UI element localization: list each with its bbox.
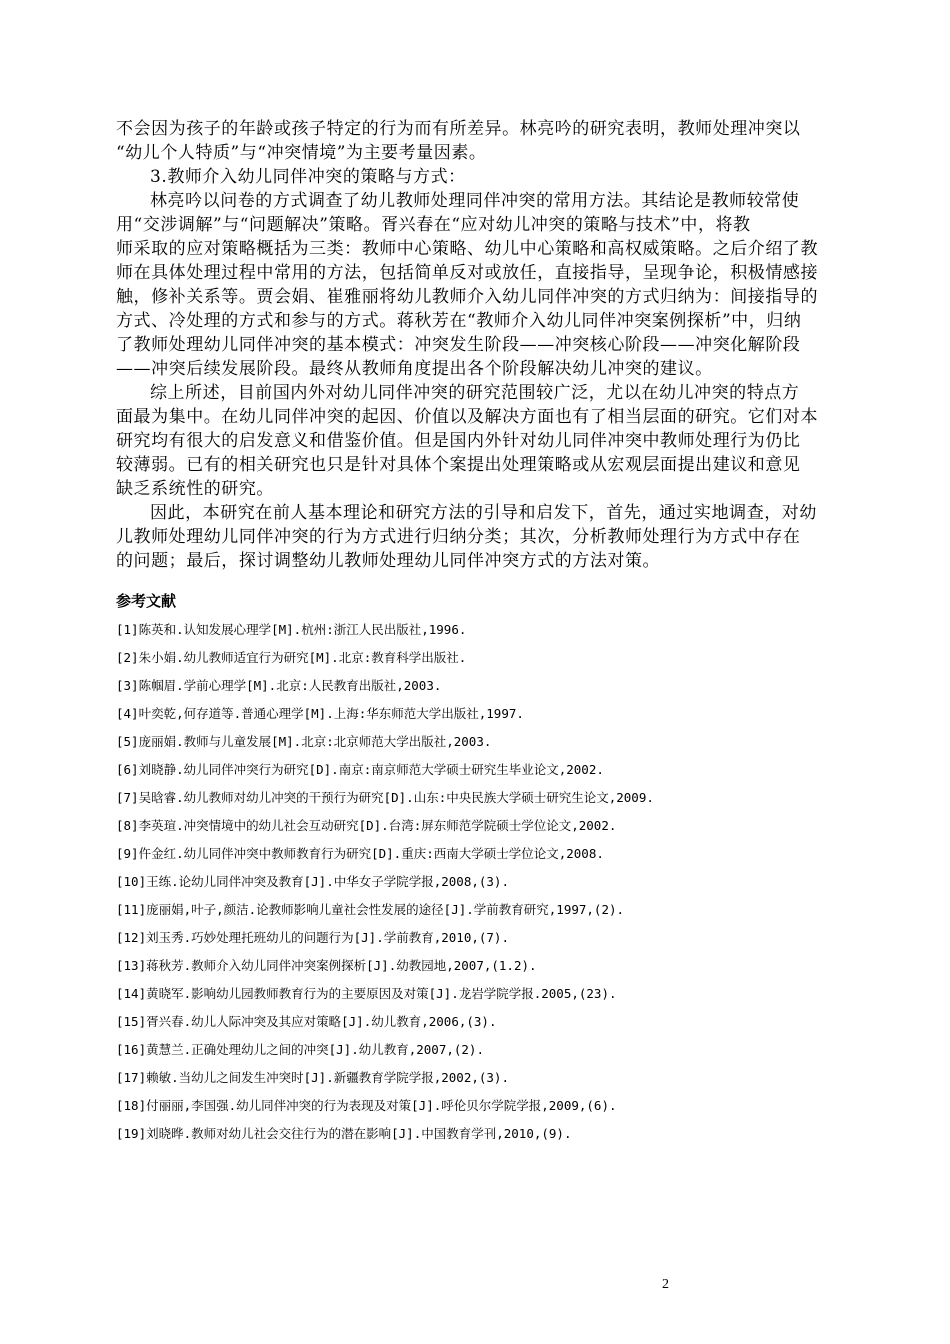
reference-item: [16]黄慧兰.正确处理幼儿之间的冲突[J].幼儿教育,2007,(2).: [116, 1042, 484, 1057]
reference-item: [13]蒋秋芳.教师介入幼儿同伴冲突案例探析[J].幼教园地,2007,(1.2).: [116, 958, 537, 973]
reference-item: [18]付丽丽,李国强.幼儿同伴冲突的行为表现及对策[J].呼伦贝尔学院学报,2009,(6).: [116, 1098, 617, 1113]
body-line: 缺乏系统性的研究。: [116, 479, 274, 499]
reference-item: [3]陈帼眉.学前心理学[M].北京:人民教育出版社,2003.: [116, 678, 442, 693]
reference-item: [10]王练.论幼儿同伴冲突及教育[J].中华女子学院学报,2008,(3).: [116, 874, 509, 889]
section-heading: 3.教师介入幼儿同伴冲突的策略与方式：: [150, 167, 466, 187]
reference-item: [17]赖敏.当幼儿之间发生冲突时[J].新疆教育学院学报,2002,(3).: [116, 1070, 509, 1085]
body-line: 综上所述，目前国内外对幼儿同伴冲突的研究范围较广泛，尤以在幼儿冲突的特点方: [150, 383, 800, 403]
reference-item: [19]刘晓晔.教师对幼儿社会交往行为的潜在影响[J].中国教育学刊,2010,(9).: [116, 1126, 572, 1141]
reference-item: [6]刘晓静.幼儿同伴冲突行为研究[D].南京:南京师范大学硕士研究生毕业论文,2002.: [116, 762, 604, 777]
body-line: 的问题；最后，探讨调整幼儿教师处理幼儿同伴冲突方式的方法对策。: [116, 551, 661, 571]
body-line: 用“交涉调解”与“问题解决”策略。胥兴春在“应对幼儿冲突的策略与技术”中，将教: [116, 215, 751, 235]
reference-item: [9]仵金红.幼儿同伴冲突中教师教育行为研究[D].重庆:西南大学硕士学位论文,2008.: [116, 846, 604, 861]
body-line: 师在具体处理过程中常用的方法，包括简单反对或放任，直接指导，呈现争论，积极情感接: [116, 263, 818, 283]
references-heading: 参考文献: [116, 592, 177, 610]
body-line: 林亮吟以问卷的方式调查了幼儿教师处理同伴冲突的常用方法。其结论是教师较常使: [150, 191, 800, 211]
page-number: 2: [662, 1277, 669, 1292]
body-line: 了教师处理幼儿同伴冲突的基本模式：冲突发生阶段——冲突核心阶段——冲突化解阶段: [116, 335, 801, 355]
body-line: 因此，本研究在前人基本理论和研究方法的引导和启发下，首先，通过实地调查，对幼: [150, 503, 817, 523]
reference-item: [2]朱小娟.幼儿教师适宜行为研究[M].北京:教育科学出版社.: [116, 650, 467, 665]
reference-item: [11]庞丽娟,叶子,颜洁.论教师影响儿童社会性发展的途径[J].学前教育研究,1997,(2).: [116, 902, 625, 917]
body-line: 师采取的应对策略概括为三类：教师中心策略、幼儿中心策略和高权威策略。之后介绍了教: [116, 239, 818, 259]
body-line: 儿教师处理幼儿同伴冲突的行为方式进行归纳分类；其次，分析教师处理行为方式中存在: [116, 527, 801, 547]
reference-item: [1]陈英和.认知发展心理学[M].杭州:浙江人民出版社,1996.: [116, 622, 467, 637]
reference-item: [14]黄晓军.影响幼儿园教师教育行为的主要原因及对策[J].龙岩学院学报.2005,(23).: [116, 986, 617, 1001]
body-line: 不会因为孩子的年龄或孩子特定的行为而有所差异。林亮吟的研究表明，教师处理冲突以: [116, 119, 801, 139]
reference-item: [4]叶奕乾,何存道等.普通心理学[M].上海:华东师范大学出版社,1997.: [116, 706, 524, 721]
reference-item: [5]庞丽娟.教师与儿童发展[M].北京:北京师范大学出版社,2003.: [116, 734, 492, 749]
body-line: 触，修补关系等。贾会娟、崔雅丽将幼儿教师介入幼儿同伴冲突的方式归纳为：间接指导的: [116, 287, 818, 307]
body-line: “幼儿个人特质”与“冲突情境”为主要考量因素。: [116, 143, 487, 163]
body-line: ——冲突后续发展阶段。最终从教师角度提出各个阶段解决幼儿冲突的建议。: [116, 359, 713, 379]
reference-item: [7]吴晗睿.幼儿教师对幼儿冲突的干预行为研究[D].山东:中央民族大学硕士研究生论文,2009.: [116, 790, 654, 805]
body-line: 方式、冷处理的方式和参与的方式。蒋秋芳在“教师介入幼儿同伴冲突案例探析”中，归纳: [116, 311, 802, 331]
reference-item: [12]刘玉秀.巧妙处理托班幼儿的问题行为[J].学前教育,2010,(7).: [116, 930, 509, 945]
body-line: 面最为集中。在幼儿同伴冲突的起因、价值以及解决方面也有了相当层面的研究。它们对本: [116, 407, 818, 427]
reference-item: [15]胥兴春.幼儿人际冲突及其应对策略[J].幼儿教育,2006,(3).: [116, 1014, 497, 1029]
body-line: 研究均有很大的启发意义和借鉴价值。但是国内外针对幼儿同伴冲突中教师处理行为仍比: [116, 431, 801, 451]
reference-item: [8]李英瑄.冲突情境中的幼儿社会互动研究[D].台湾:屏东师范学院硕士学位论文,2002.: [116, 818, 617, 833]
body-line: 较薄弱。已有的相关研究也只是针对具体个案提出处理策略或从宏观层面提出建议和意见: [116, 455, 801, 475]
